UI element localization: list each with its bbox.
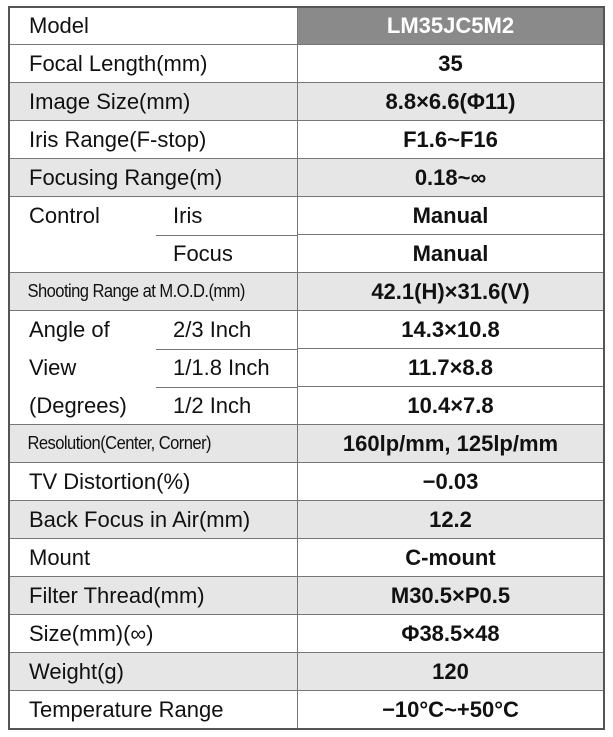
weight-value: 120 xyxy=(297,653,603,690)
spec-table xyxy=(8,6,605,730)
filter-thread-value: M30.5×P0.5 xyxy=(297,577,603,614)
size-label: Size(mm)(∞) xyxy=(29,620,154,646)
row-iris-range xyxy=(10,121,603,159)
angle-of-view-label-line2: View xyxy=(29,355,77,380)
tv-distortion-label: TV Distortion(%) xyxy=(29,468,191,494)
temperature-label: Temperature Range xyxy=(29,696,224,722)
angle-1-1-8-inch-value: 11.7×8.8 xyxy=(297,349,603,387)
row-mount xyxy=(10,539,603,577)
image-size-label: Image Size(mm) xyxy=(29,88,191,114)
model-value: LM35JC5M2 xyxy=(297,8,603,44)
back-focus-label: Back Focus in Air(mm) xyxy=(29,506,251,532)
iris-range-value: F1.6~F16 xyxy=(297,121,603,158)
row-angle-of-view-group xyxy=(10,311,603,425)
tv-distortion-value: −0.03 xyxy=(297,463,603,500)
control-iris-value: Manual xyxy=(297,197,603,235)
angle-2-3-inch-label: 2/3 Inch xyxy=(173,317,252,342)
control-iris-label: Iris xyxy=(173,203,203,228)
focal-length-label: Focal Length(mm) xyxy=(29,50,208,76)
angle-1-1-8-inch-label: 1/1.8 Inch xyxy=(173,355,270,380)
row-weight xyxy=(10,653,603,691)
row-temperature xyxy=(10,691,603,728)
angle-1-2-inch-value: 10.4×7.8 xyxy=(297,387,603,424)
weight-label: Weight(g) xyxy=(29,658,124,684)
control-focus-label: Focus xyxy=(173,241,233,266)
row-filter-thread xyxy=(10,577,603,615)
back-focus-value: 12.2 xyxy=(297,501,603,538)
row-resolution xyxy=(10,425,603,463)
mount-value: C-mount xyxy=(297,539,603,576)
resolution-value: 160lp/mm, 125lp/mm xyxy=(297,425,603,462)
angle-of-view-label-line1: Angle of xyxy=(29,317,110,342)
iris-range-label: Iris Range(F-stop) xyxy=(29,126,207,152)
row-tv-distortion xyxy=(10,463,603,501)
control-label: Control xyxy=(29,203,100,228)
row-size xyxy=(10,615,603,653)
size-value: Φ38.5×48 xyxy=(297,615,603,652)
angle-of-view-label-line3: (Degrees) xyxy=(29,393,127,418)
row-image-size xyxy=(10,83,603,121)
angle-1-2-inch-label: 1/2 Inch xyxy=(173,393,252,418)
row-focusing-range xyxy=(10,159,603,197)
shooting-range-label: Shooting Range at M.O.D.(mm) xyxy=(27,281,245,301)
row-focal-length xyxy=(10,45,603,83)
focal-length-value: 35 xyxy=(297,45,603,82)
resolution-label: Resolution(Center, Corner) xyxy=(27,433,212,453)
filter-thread-label: Filter Thread(mm) xyxy=(29,582,205,608)
row-control-group xyxy=(10,197,603,273)
angle-2-3-inch-value: 14.3×10.8 xyxy=(297,311,603,349)
focusing-range-label: Focusing Range(m) xyxy=(29,164,223,190)
row-back-focus xyxy=(10,501,603,539)
mount-label: Mount xyxy=(29,544,91,570)
shooting-range-value: 42.1(H)×31.6(V) xyxy=(297,273,603,310)
row-model xyxy=(10,8,603,45)
control-focus-value: Manual xyxy=(297,235,603,272)
focusing-range-value: 0.18~∞ xyxy=(297,159,603,196)
image-size-value: 8.8×6.6(Φ11) xyxy=(297,83,603,120)
temperature-value: −10°C~+50°C xyxy=(297,691,603,728)
model-label: Model xyxy=(29,13,89,38)
row-shooting-range xyxy=(10,273,603,311)
